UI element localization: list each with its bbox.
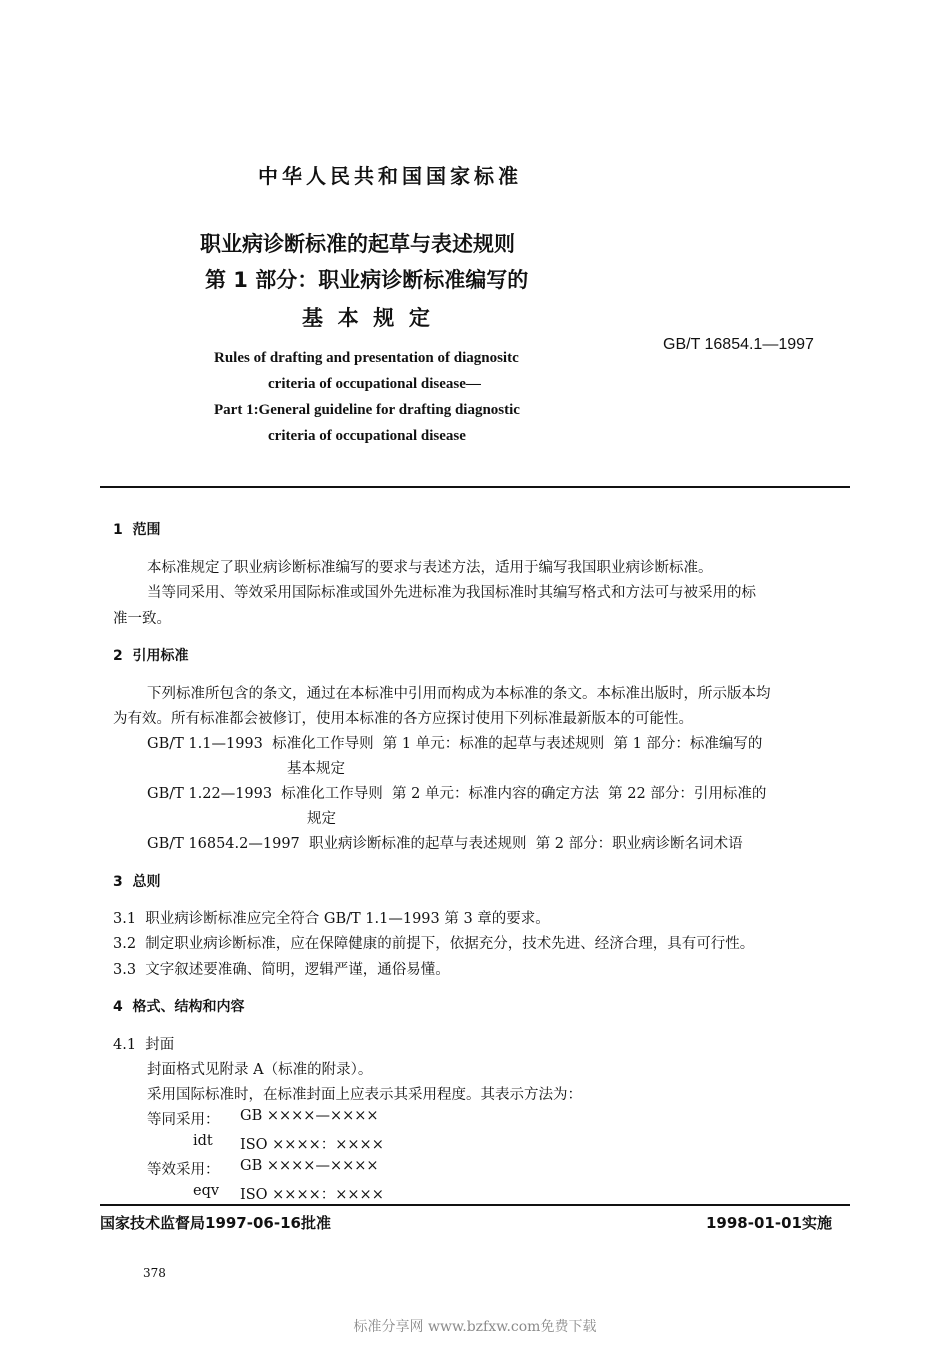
reference-1b: 基本规定	[287, 761, 345, 777]
subclause-4-1: 4.1 封面	[113, 1037, 175, 1053]
standard-number: GB/T 16854.1—1997	[663, 336, 814, 353]
adoption-value-iso-1: ISO ××××：××××	[240, 1137, 384, 1153]
section-2-paragraph-1a: 下列标准所包含的条文，通过在本标准中引用而构成为本标准的条文。本标准出版时，所示版本均	[147, 686, 771, 702]
adoption-label-idt-zh: 等同采用：	[147, 1112, 220, 1128]
title-zh-line3: 基 本 规 定	[302, 306, 430, 330]
approval-line: 国家技术监督局1997-06-16批准	[100, 1214, 331, 1232]
title-en-line1: Rules of drafting and presentation of diagnositc	[214, 350, 519, 366]
effective-line: 1998-01-01实施	[706, 1214, 832, 1232]
section-2-paragraph-1b: 为有效。所有标准都会被修订，使用本标准的各方应探讨使用下列标准最新版本的可能性。	[113, 711, 693, 727]
adoption-label-eqv: eqv	[193, 1183, 220, 1199]
header-rule	[100, 486, 850, 488]
reference-3: GB/T 16854.2—1997 职业病诊断标准的起草与表述规则 第 2 部分：职业病诊断名词术语	[147, 836, 743, 852]
section-1-paragraph-2a: 当等同采用、等效采用国际标准或国外先进标准为我国标准时其编写格式和方法可与被采用的标	[147, 585, 756, 601]
section-1-heading: 1 范围	[113, 522, 161, 538]
section-4-paragraph-1: 封面格式见附录 A（标准的附录）。	[147, 1062, 373, 1078]
adoption-value-gb-2: GB ××××—××××	[240, 1158, 379, 1174]
title-en-line2: criteria of occupational disease—	[268, 376, 481, 392]
reference-2b: 规定	[307, 811, 336, 827]
national-standard-title: 中华人民共和国国家标准	[258, 164, 522, 188]
section-1-paragraph-2b: 准一致。	[113, 611, 171, 627]
footer-rule	[100, 1204, 850, 1206]
clause-3-1: 3.1 职业病诊断标准应完全符合 GB/T 1.1—1993 第 3 章的要求。	[113, 911, 550, 927]
clause-3-2: 3.2 制定职业病诊断标准，应在保障健康的前提下，依据充分，技术先进、经济合理，具有可行性。	[113, 936, 755, 952]
page-number: 378	[143, 1266, 166, 1280]
title-zh-line1: 职业病诊断标准的起草与表述规则	[200, 232, 515, 256]
section-1-paragraph-1: 本标准规定了职业病诊断标准编写的要求与表述方法，适用于编写我国职业病诊断标准。	[147, 560, 713, 576]
section-4-heading: 4 格式、结构和内容	[113, 999, 245, 1015]
title-en-line4: criteria of occupational disease	[268, 428, 466, 444]
section-2-heading: 2 引用标准	[113, 648, 189, 664]
reference-1a: GB/T 1.1—1993 标准化工作导则 第 1 单元：标准的起草与表述规则 第 1 部分：标准编写的	[147, 736, 763, 752]
adoption-label-eqv-zh: 等效采用：	[147, 1162, 220, 1178]
title-en-line3: Part 1:General guideline for drafting diagnostic	[214, 402, 520, 418]
clause-3-3: 3.3 文字叙述要准确、简明，逻辑严谨，通俗易懂。	[113, 962, 450, 978]
adoption-value-iso-2: ISO ××××：××××	[240, 1187, 384, 1203]
reference-2a: GB/T 1.22—1993 标准化工作导则 第 2 单元：标准内容的确定方法 第 22 部分：引用标准的	[147, 786, 767, 802]
section-3-heading: 3 总则	[113, 874, 161, 890]
watermark: 标准分享网 www.bzfxw.com免费下载	[353, 1319, 597, 1335]
title-zh-line2: 第 1 部分：职业病诊断标准编写的	[205, 268, 529, 292]
section-4-paragraph-2: 采用国际标准时，在标准封面上应表示其采用程度。其表示方法为：	[147, 1087, 582, 1103]
adoption-value-gb-1: GB ××××—××××	[240, 1108, 379, 1124]
adoption-label-idt: idt	[193, 1133, 213, 1149]
